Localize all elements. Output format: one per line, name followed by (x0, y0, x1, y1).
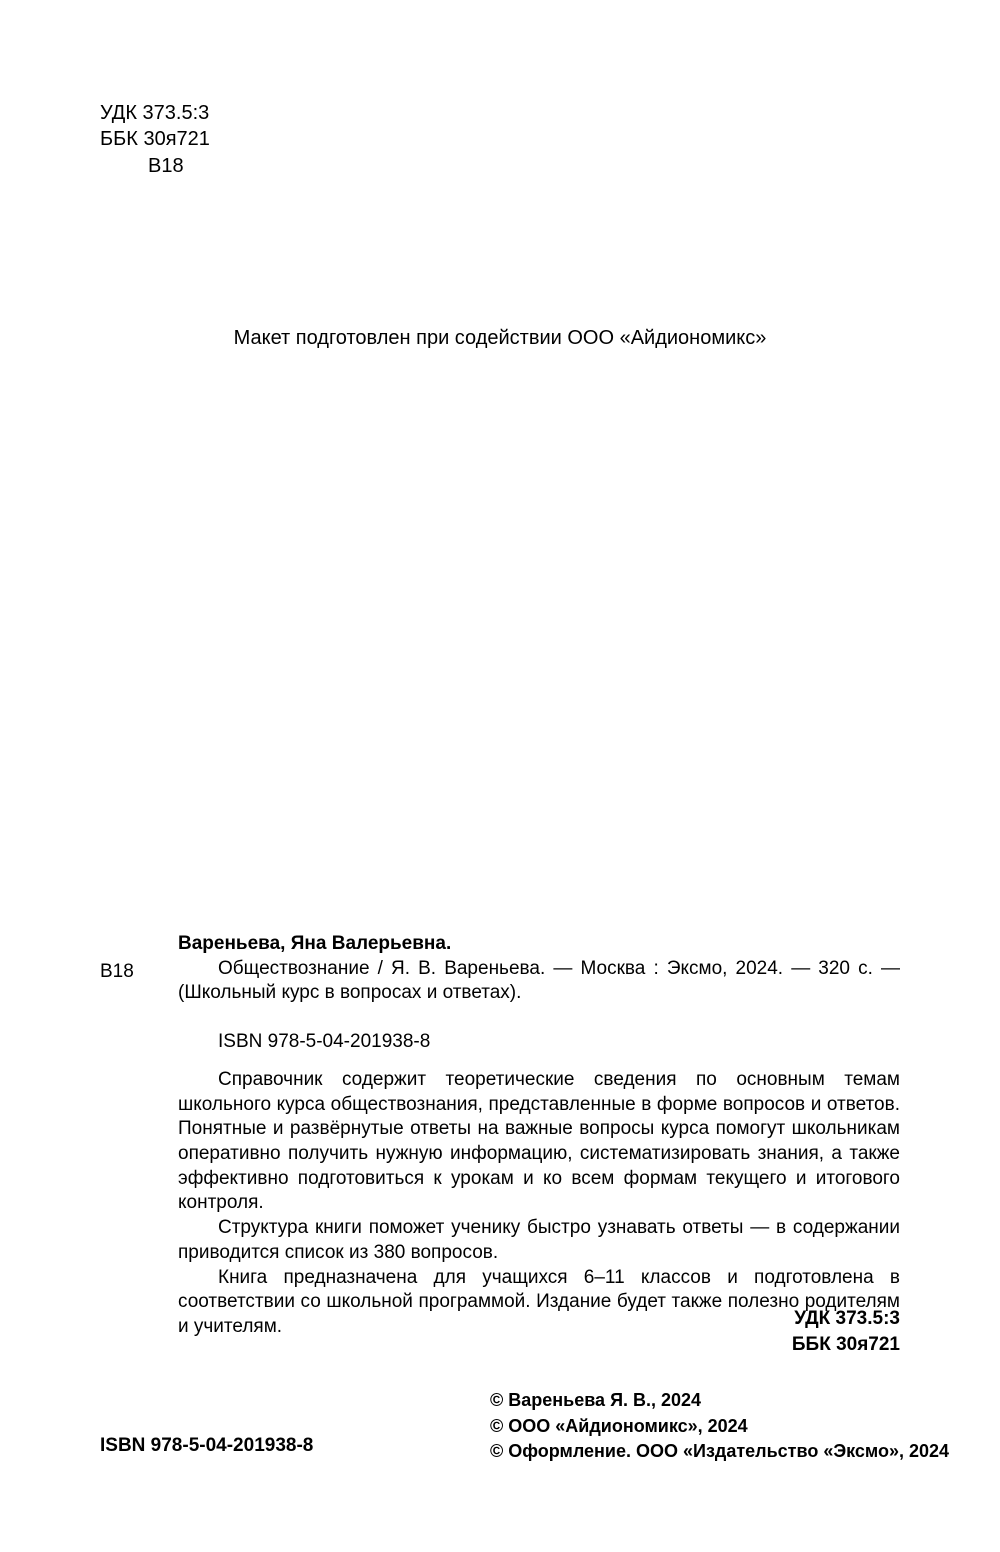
author-sign-code: В18 (148, 154, 184, 177)
copyright-line-aidionomiks: © ООО «Айдиономикс», 2024 (490, 1415, 748, 1436)
copyright-line-author: © Вареньева Я. В., 2024 (490, 1390, 702, 1410)
card-isbn: ISBN 978-5-04-201938-8 (218, 1031, 431, 1053)
annotation-block (178, 1068, 900, 1340)
annotation-paragraph-3: Книга предназначена для учащихся 6–11 классов и подготовлена в соответствии со школьной программой. Издание будет также полезно родителям и учителям. (178, 1266, 900, 1337)
annotation-paragraph-2: Структура книги поможет ученику быстро узнавать ответы — в содержании приводится список из 380 вопросов. (178, 1217, 900, 1263)
annotation-paragraph-1: Справочник содержит теоретические сведения по основным темам школьного курса обществознания, представленные в форме вопросов и ответов. Понятные и развёрнутые ответы на важные вопросы курса помогут школьникам оперативно получить нужную информацию, систематизировать знания, а также эффективно подготовиться к урокам и ко всем формам текущего и итогового контроля. (178, 1069, 900, 1214)
bbk-code-bottom: ББК 30я721 (791, 1333, 900, 1355)
prepared-note: Макет подготовлен при содействии ООО «Айдиономикс» (233, 327, 767, 349)
copyright-line-eksmo: © Оформление. ООО «Издательство «Эксмо», 2024 (490, 1441, 950, 1462)
bottom-classification-block (0, 1306, 900, 1357)
isbn-bottom: ISBN 978-5-04-201938-8 (100, 1435, 314, 1456)
udk-code-bottom: УДК 373.5:3 (794, 1308, 900, 1329)
udk-code: УДК 373.5:3 (100, 102, 210, 124)
copyright-block (490, 1388, 960, 1465)
bbk-code: ББК 30я721 (100, 128, 210, 151)
card-author: Вареньева, Яна Валерьевна. (178, 933, 452, 954)
card-margin-code: В18 (100, 961, 134, 982)
card-bibliographic-entry: Обществознание / Я. В. Вареньева. — Москва : Эксмо, 2024. — 320 с. — (Школьный курс в вопросах и ответах). (178, 957, 900, 1004)
bibliographic-card (178, 932, 900, 1055)
top-classification-block (100, 100, 210, 179)
